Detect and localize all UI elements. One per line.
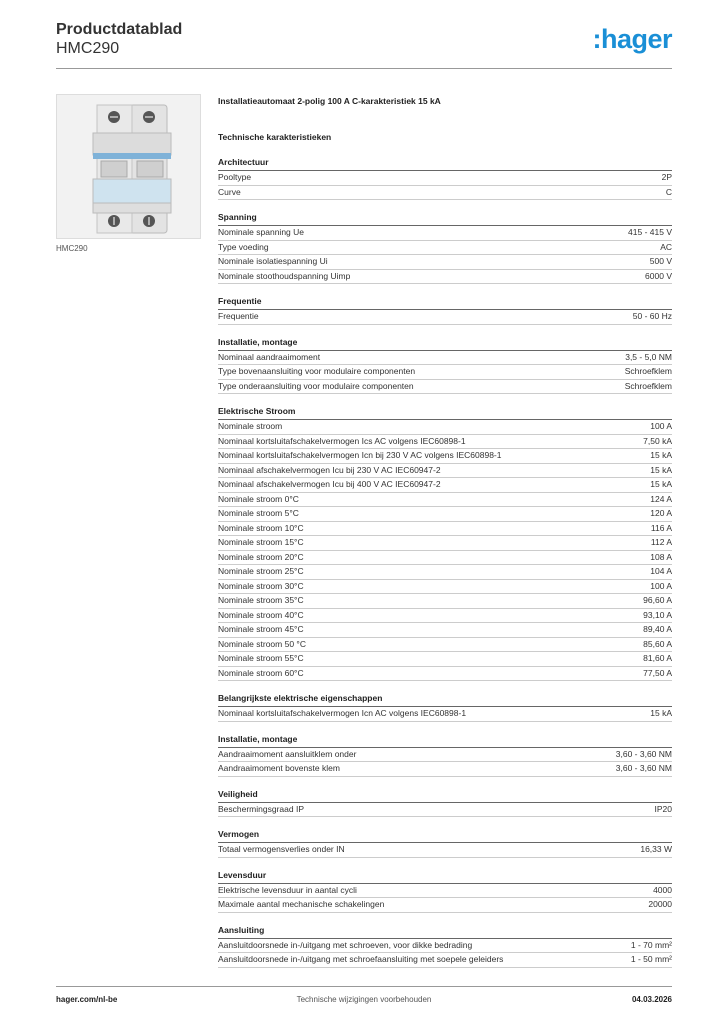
- spec-row: [218, 762, 672, 777]
- spec-label: Nominale stoothoudspanning Uimp: [218, 270, 351, 281]
- footer-divider: [56, 986, 672, 987]
- spec-value: 15 kA: [650, 708, 672, 718]
- spec-section: [218, 734, 672, 777]
- spec-row: [218, 310, 672, 325]
- spec-value: 108 A: [650, 551, 672, 562]
- spec-row: [218, 551, 672, 566]
- spec-label: Type bovenaansluiting voor modulaire componenten: [218, 366, 416, 376]
- spec-value: 6000 V: [645, 270, 672, 281]
- spec-value: 2P: [661, 172, 672, 182]
- spec-label: Nominale stroom 40°C: [218, 609, 304, 620]
- spec-row: [218, 493, 672, 508]
- spec-row: [218, 953, 672, 968]
- spec-label: Nominaal kortsluitafschakelvermogen Icn AC volgens IEC60898-1: [218, 708, 467, 718]
- spec-value: 85,60 A: [643, 638, 672, 649]
- spec-label: Type onderaansluiting voor modulaire componenten: [218, 380, 414, 391]
- spec-row: [218, 884, 672, 899]
- spec-value: 89,40 A: [643, 624, 672, 634]
- document-title: Productdatablad: [56, 21, 183, 38]
- document-subtitle: HMC290: [56, 40, 120, 57]
- section-title: Architectuur: [218, 157, 672, 171]
- spec-value: 20000: [648, 899, 672, 909]
- spec-label: Aansluitdoorsnede in-/uitgang met schroeven, voor dikke bedrading: [218, 939, 473, 950]
- spec-row: [218, 435, 672, 450]
- spec-row: [218, 270, 672, 285]
- spec-label: Nominale stroom 10°C: [218, 522, 304, 533]
- section-title: Elektrische Stroom: [218, 406, 672, 420]
- spec-row: [218, 898, 672, 913]
- circuit-breaker-icon: [57, 95, 200, 238]
- spec-value: 93,10 A: [643, 609, 672, 620]
- spec-value: 81,60 A: [643, 653, 672, 663]
- spec-value: 100 A: [650, 421, 672, 431]
- spec-value: 50 - 60 Hz: [632, 311, 672, 321]
- spec-value: 120 A: [650, 508, 672, 518]
- footer-disclaimer: Technische wijzigingen voorbehouden: [296, 995, 432, 1004]
- spec-value: Schroefklem: [624, 380, 672, 391]
- spec-value: 7,50 kA: [643, 435, 672, 446]
- spec-section: [218, 789, 672, 818]
- product-title: Installatieautomaat 2-polig 100 A C-karakteristiek 15 kA: [218, 96, 441, 106]
- spec-section: [218, 925, 672, 968]
- spec-label: Nominaal afschakelvermogen Icu bij 230 V AC IEC60947-2: [218, 464, 441, 475]
- spec-label: Nominale stroom 0°C: [218, 493, 299, 504]
- spec-label: Totaal vermogensverlies onder IN: [218, 844, 345, 854]
- spec-label: Pooltype: [218, 172, 252, 182]
- spec-label: Nominale stroom: [218, 421, 283, 431]
- spec-row: [218, 507, 672, 522]
- spec-section: [218, 406, 672, 681]
- spec-value: 15 kA: [650, 464, 672, 475]
- section-title: Aansluiting: [218, 925, 672, 939]
- spec-label: Nominale stroom 25°C: [218, 566, 304, 576]
- spec-row: [218, 478, 672, 493]
- spec-content: [218, 95, 672, 968]
- spec-value: 124 A: [650, 493, 672, 504]
- spec-value: 104 A: [650, 566, 672, 576]
- spec-label: Elektrische levensduur in aantal cycli: [218, 884, 357, 895]
- spec-value: 100 A: [650, 580, 672, 591]
- spec-section: [218, 829, 672, 858]
- spec-label: Nominale stroom 35°C: [218, 595, 304, 605]
- section-title: Installatie, montage: [218, 337, 672, 351]
- spec-row: [218, 580, 672, 595]
- footer-website: hager.com/nl-be: [56, 995, 118, 1004]
- spec-value: 3,60 - 3,60 NM: [615, 748, 672, 759]
- spec-label: Beschermingsgraad IP: [218, 803, 304, 814]
- spec-value: 3,60 - 3,60 NM: [615, 763, 672, 773]
- spec-row: [218, 380, 672, 395]
- footer-date: 04.03.2026: [631, 995, 672, 1004]
- spec-value: 112 A: [650, 537, 672, 547]
- spec-value: 77,50 A: [643, 667, 672, 678]
- spec-value: 4000: [653, 884, 672, 895]
- spec-section: [218, 337, 672, 395]
- spec-row: [218, 638, 672, 653]
- spec-label: Nominale stroom 5°C: [218, 508, 299, 518]
- spec-label: Nominaal afschakelvermogen Icu bij 400 V AC IEC60947-2: [218, 479, 441, 489]
- technical-heading: Technische karakteristieken: [218, 132, 332, 142]
- hager-logo: :hager: [592, 24, 672, 54]
- spec-row: [218, 609, 672, 624]
- image-caption: HMC290: [56, 244, 88, 253]
- spec-row: [218, 565, 672, 580]
- spec-label: Nominaal kortsluitafschakelvermogen Ics AC volgens IEC60898-1: [218, 435, 466, 446]
- spec-row: [218, 707, 672, 722]
- spec-label: Aandraaimoment aansluitklem onder: [218, 748, 357, 759]
- product-image: [56, 94, 201, 239]
- spec-row: [218, 623, 672, 638]
- spec-row: [218, 803, 672, 818]
- spec-value: 1 - 70 mm²: [630, 939, 672, 950]
- spec-row: [218, 186, 672, 201]
- spec-row: [218, 255, 672, 270]
- spec-label: Type voeding: [218, 241, 269, 252]
- section-title: Veiligheid: [218, 789, 672, 803]
- spec-value: 15 kA: [650, 479, 672, 489]
- spec-row: [218, 226, 672, 241]
- spec-value: 415 - 415 V: [628, 227, 672, 237]
- spec-label: Frequentie: [218, 311, 259, 321]
- spec-value: 96,60 A: [643, 595, 672, 605]
- page-header: [56, 20, 672, 70]
- spec-value: 500 V: [649, 256, 672, 266]
- spec-value: C: [665, 186, 672, 197]
- spec-value: 16,33 W: [640, 844, 672, 854]
- spec-row: [218, 351, 672, 366]
- spec-row: [218, 522, 672, 537]
- spec-label: Nominale isolatiespanning Ui: [218, 256, 328, 266]
- spec-section: [218, 870, 672, 913]
- spec-section: [218, 296, 672, 325]
- section-title: Belangrijkste elektrische eigenschappen: [218, 693, 672, 707]
- spec-row: [218, 536, 672, 551]
- section-title: Frequentie: [218, 296, 672, 310]
- spec-row: [218, 594, 672, 609]
- spec-value: 116 A: [650, 522, 672, 533]
- spec-row: [218, 939, 672, 954]
- spec-label: Nominaal aandraaimoment: [218, 351, 321, 362]
- spec-value: 15 kA: [650, 450, 672, 460]
- spec-value: 1 - 50 mm²: [630, 954, 672, 964]
- spec-label: Nominale stroom 60°C: [218, 667, 304, 678]
- spec-label: Nominaal kortsluitafschakelvermogen Icn bij 230 V AC volgens IEC60898-1: [218, 450, 502, 460]
- header-divider: [56, 68, 672, 69]
- spec-label: Curve: [218, 186, 241, 197]
- spec-sections: [218, 157, 672, 968]
- section-title: Vermogen: [218, 829, 672, 843]
- spec-label: Nominale stroom 50 °C: [218, 638, 306, 649]
- spec-label: Nominale stroom 15°C: [218, 537, 304, 547]
- spec-label: Nominale stroom 45°C: [218, 624, 304, 634]
- spec-value: 3,5 - 5,0 NM: [625, 351, 672, 362]
- spec-value: AC: [660, 241, 672, 252]
- spec-section: [218, 693, 672, 722]
- spec-row: [218, 449, 672, 464]
- spec-row: [218, 748, 672, 763]
- spec-value: Schroefklem: [624, 366, 672, 376]
- spec-label: Aansluitdoorsnede in-/uitgang met schroefaansluiting met soepele geleiders: [218, 954, 504, 964]
- spec-row: [218, 464, 672, 479]
- spec-label: Maximale aantal mechanische schakelingen: [218, 899, 385, 909]
- spec-row: [218, 652, 672, 667]
- spec-section: [218, 157, 672, 200]
- spec-row: [218, 171, 672, 186]
- spec-row: [218, 667, 672, 682]
- spec-label: Aandraaimoment bovenste klem: [218, 763, 340, 773]
- spec-value: IP20: [654, 803, 672, 814]
- section-title: Levensduur: [218, 870, 672, 884]
- spec-label: Nominale stroom 55°C: [218, 653, 304, 663]
- spec-label: Nominale spanning Ue: [218, 227, 304, 237]
- spec-row: [218, 843, 672, 858]
- spec-row: [218, 420, 672, 435]
- spec-section: [218, 212, 672, 284]
- section-title: Installatie, montage: [218, 734, 672, 748]
- spec-row: [218, 241, 672, 256]
- spec-label: Nominale stroom 30°C: [218, 580, 304, 591]
- spec-row: [218, 365, 672, 380]
- spec-label: Nominale stroom 20°C: [218, 551, 304, 562]
- section-title: Spanning: [218, 212, 672, 226]
